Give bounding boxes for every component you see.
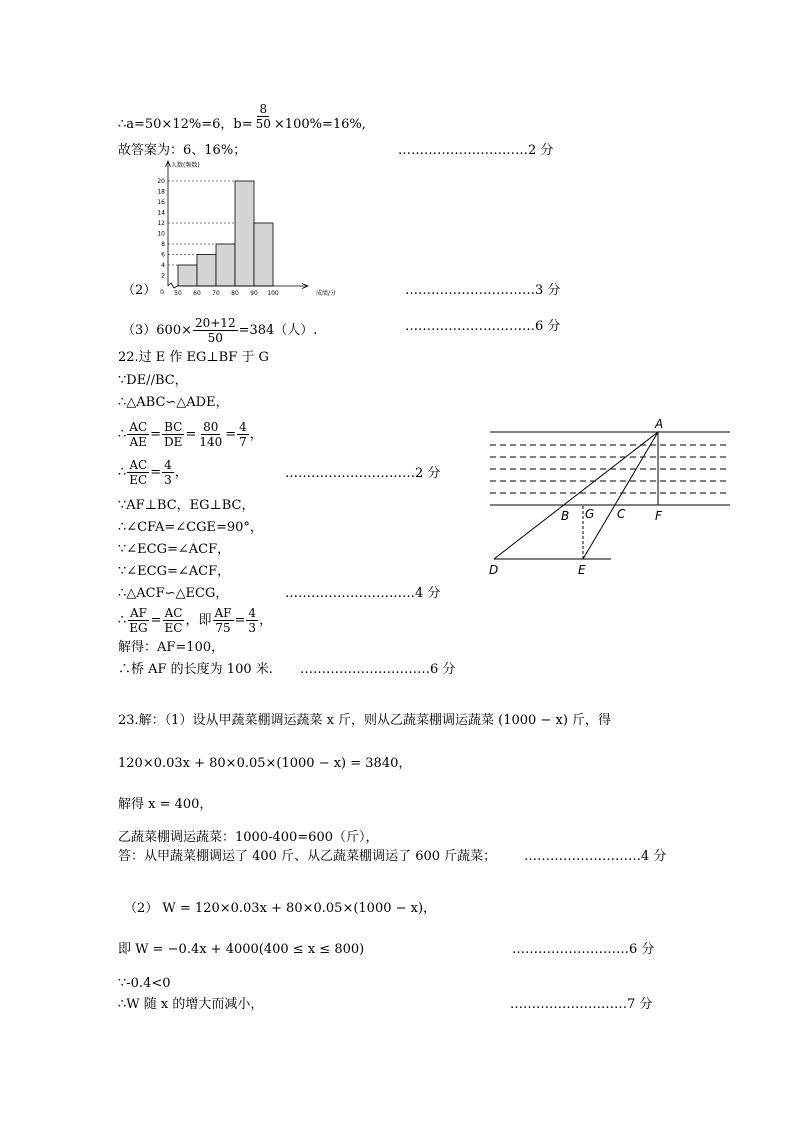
fraction bbox=[162, 420, 184, 449]
fraction bbox=[163, 606, 185, 635]
histogram-bar bbox=[178, 265, 197, 286]
q22-line-3: ∴△ABC∽△ADE， bbox=[118, 395, 229, 410]
comma: ， bbox=[249, 427, 263, 442]
score-marker: …………………………6 分 bbox=[405, 319, 561, 334]
text-segment: ，即 bbox=[185, 613, 212, 628]
fraction bbox=[127, 606, 149, 635]
x-tick-label: 100 bbox=[267, 290, 279, 297]
label-E: E bbox=[578, 563, 586, 577]
equals-sign: = bbox=[185, 427, 197, 442]
segment-AE bbox=[583, 432, 658, 559]
label-A: A bbox=[655, 417, 664, 431]
therefore-symbol: ∴ bbox=[118, 613, 127, 628]
equals-sign: = bbox=[150, 427, 162, 442]
y-tick-label: 6 bbox=[161, 251, 165, 259]
answer-line: 故答案为：6、16%； bbox=[118, 143, 247, 158]
solution-line-a-b bbox=[118, 102, 366, 139]
frequency-histogram bbox=[148, 158, 348, 298]
q23-solve: 解得 x = 400， bbox=[118, 797, 213, 812]
fraction-denominator: 50 bbox=[207, 331, 223, 345]
fraction-denominator: AE bbox=[129, 435, 147, 449]
therefore-symbol: ∴ bbox=[118, 427, 127, 442]
y-tick-label: 4 bbox=[161, 262, 165, 269]
equals-sign: = bbox=[150, 613, 162, 628]
y-tick-label: 16 bbox=[157, 199, 165, 206]
histogram-bar bbox=[254, 223, 273, 286]
fraction-numerator: AF bbox=[129, 606, 147, 620]
q23-equation: 120×0.03x + 80×0.05×(1000 − x) = 3840， bbox=[118, 756, 412, 771]
q23-answer: 答：从甲蔬菜棚调运了 400 斤、从乙蔬菜棚调运了 600 斤蔬菜； bbox=[118, 849, 497, 864]
score-marker: …………………………6 分 bbox=[300, 662, 456, 677]
score-marker: …………………………2 分 bbox=[285, 466, 441, 481]
origin-label: 0 bbox=[160, 289, 164, 296]
q23-function: 即 W = −0.4x + 4000(400 ≤ x ≤ 800) bbox=[118, 942, 365, 957]
comma: ， bbox=[174, 465, 188, 480]
x-tick-label: 80 bbox=[231, 290, 239, 297]
fraction-denominator: 50 bbox=[255, 117, 271, 131]
part-3-line bbox=[122, 316, 317, 345]
y-tick-label: 8 bbox=[161, 241, 165, 248]
histogram-bar bbox=[197, 255, 216, 287]
fraction bbox=[162, 458, 174, 487]
q22-line-13: ∴桥 AF 的长度为 100 米. bbox=[118, 662, 273, 677]
fraction bbox=[197, 420, 224, 449]
fraction bbox=[127, 458, 149, 487]
text-segment: ∴a=50×12%=6，b= bbox=[118, 117, 253, 132]
label-G: G bbox=[585, 507, 595, 521]
label-C: C bbox=[617, 507, 626, 521]
fraction-numerator: 4 bbox=[248, 606, 257, 620]
fraction-numerator: AC bbox=[164, 606, 183, 620]
fraction-denominator: DE bbox=[164, 435, 183, 449]
fraction-numerator: 4 bbox=[239, 420, 247, 434]
fraction-denominator: EC bbox=[129, 473, 148, 487]
fraction-numerator: AC bbox=[129, 458, 148, 472]
y-tick-label: 2 bbox=[161, 272, 165, 280]
q23-line-8: ∵-0.4<0 bbox=[118, 976, 171, 991]
y-tick-label: 14 bbox=[157, 209, 165, 217]
q22-line-1: 22.过 E 作 EG⊥BF 于 G bbox=[118, 350, 269, 365]
fraction bbox=[127, 420, 149, 449]
y-axis-label: 人数(频数) bbox=[171, 162, 200, 169]
q22-line-9: ∵∠ECG=∠ACF， bbox=[118, 564, 231, 579]
y-tick-label: 12 bbox=[157, 220, 165, 227]
x-tick-label: 70 bbox=[212, 290, 220, 297]
x-axis-label: 成绩/分 bbox=[315, 290, 337, 297]
y-tick-label: 10 bbox=[157, 230, 165, 238]
fraction bbox=[237, 420, 249, 449]
fraction-numerator: 20+12 bbox=[194, 316, 236, 330]
histogram-bar bbox=[235, 181, 254, 286]
score-marker: ………………………6 分 bbox=[512, 942, 655, 957]
q22-line-2: ∵DE//BC， bbox=[118, 373, 188, 388]
fraction-numerator: 80 bbox=[203, 420, 219, 434]
equals-sign: = bbox=[150, 465, 162, 480]
fraction-denominator: 75 bbox=[215, 621, 231, 635]
equals-sign: = bbox=[234, 613, 246, 628]
fraction-8-50 bbox=[254, 102, 273, 131]
fraction-denominator: 7 bbox=[239, 435, 247, 449]
x-tick-label: 50 bbox=[174, 290, 182, 297]
q22-line-7: ∴∠CFA=∠CGE=90°， bbox=[118, 520, 263, 535]
q22-line-6: ∵AF⊥BC，EG⊥BC， bbox=[118, 498, 255, 513]
y-tick-label: 18 bbox=[157, 188, 165, 196]
fraction-numerator: 4 bbox=[164, 458, 172, 472]
fraction-denominator: 140 bbox=[199, 435, 223, 449]
label-B: B bbox=[561, 509, 570, 523]
q23-line-1: 23.解：（1）设从甲蔬菜棚调运蔬菜 x 斤，则从乙蔬菜棚调运蔬菜 (1000 − x) 斤，得 bbox=[118, 713, 612, 728]
x-tick-label: 60 bbox=[193, 290, 201, 297]
fraction-denominator: EG bbox=[129, 621, 148, 635]
fraction-denominator: 3 bbox=[248, 621, 257, 635]
segment-AD bbox=[494, 432, 658, 559]
q22-line-10: ∴△ACF∽△ECG， bbox=[118, 586, 229, 601]
text-segment: （3）600× bbox=[122, 323, 192, 338]
text-segment: =384（人）. bbox=[238, 323, 318, 338]
q23-line-4: 乙蔬菜棚调运蔬菜：1000-400=600（斤）， bbox=[118, 830, 379, 845]
fraction-numerator: BC bbox=[164, 420, 183, 434]
comma: ， bbox=[259, 613, 273, 628]
equals-sign: = bbox=[225, 427, 237, 442]
bridge-geometry-figure bbox=[486, 414, 736, 580]
fraction-denominator: 3 bbox=[164, 473, 172, 487]
q22-line-12: 解得：AF=100， bbox=[118, 640, 225, 655]
therefore-symbol: ∴ bbox=[118, 465, 127, 480]
part-2-label: （2） bbox=[122, 283, 157, 298]
fraction-32-50 bbox=[193, 316, 238, 345]
q22-line-8: ∵∠ECG=∠ACF， bbox=[118, 542, 231, 557]
score-marker: …………………………2 分 bbox=[398, 143, 554, 158]
q22-af-eg-line bbox=[118, 606, 272, 635]
fraction bbox=[246, 606, 258, 635]
axis-break-zigzag bbox=[168, 283, 177, 288]
score-marker: …………………………4 分 bbox=[285, 586, 441, 601]
label-F: F bbox=[655, 509, 662, 523]
score-marker: …………………………3 分 bbox=[405, 283, 561, 298]
histogram-bar bbox=[216, 244, 235, 286]
y-tick-label: 20 bbox=[157, 178, 165, 185]
score-marker: ………………………7 分 bbox=[510, 997, 653, 1012]
fraction bbox=[213, 606, 234, 635]
fraction-denominator: EC bbox=[164, 621, 183, 635]
q23-line-9: ∴W 随 x 的增大而减小， bbox=[118, 997, 264, 1012]
fraction-numerator: AF bbox=[214, 606, 232, 620]
text-segment: ×100%=16%, bbox=[273, 117, 366, 132]
q22-ac-ec-line bbox=[118, 458, 188, 487]
fraction-numerator: AC bbox=[129, 420, 148, 434]
fraction-numerator: 8 bbox=[259, 102, 268, 116]
q23-part2-expr: （2） W = 120×0.03x + 80×0.05×(1000 − x)， bbox=[124, 901, 437, 916]
q22-ratio-line bbox=[118, 420, 263, 449]
label-D: D bbox=[489, 563, 499, 577]
x-tick-label: 90 bbox=[250, 290, 258, 297]
score-marker: ………………………4 分 bbox=[524, 849, 667, 864]
